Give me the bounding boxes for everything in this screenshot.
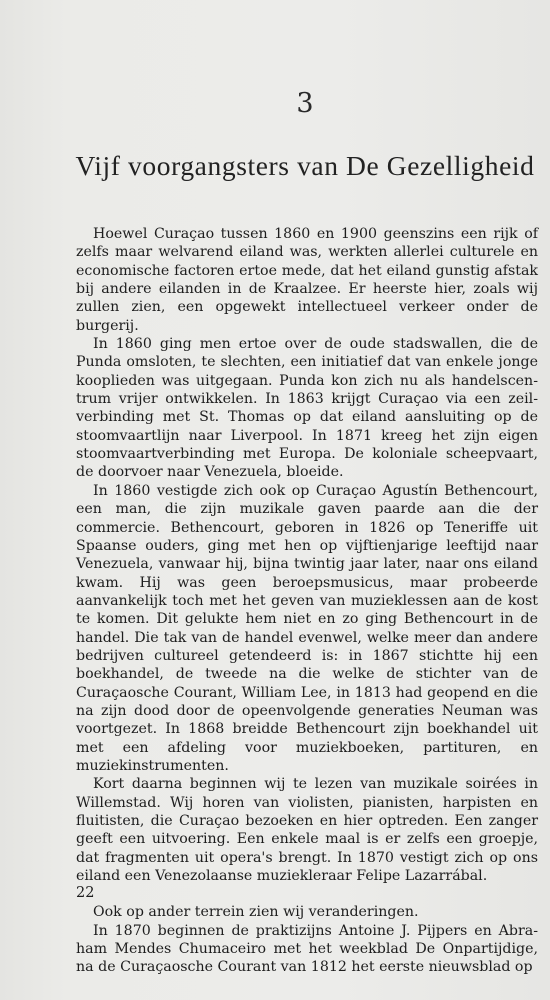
paragraph: In 1860 ging men ertoe over de oude stadswallen, die de Punda omsloten, te slechten, een initiatief dat van enkele jonge kooplieden was uitgegaan. Punda kon zich nu als handelscentrum vrijer ontwikkelen. In 1863 krijgt Curaçao via een zeilverbinding met St. Thomas op dat eiland aansluiting op de stoomvaartlijn naar Liverpool. In 1871 kreeg het zijn eigen stoomvaartverbinding met Europa. De koloniale scheepvaart, de doorvoer naar Venezuela, bloeide. — [76, 336, 538, 481]
chapter-title: Vijf voorgangsters van De Gezelligheid — [75, 150, 535, 181]
page-number: 22 — [76, 885, 95, 901]
paragraph: In 1860 vestigde zich ook op Curaçao Agustín Bethencourt, een man, die zijn muzikale gaven paarde aan die der commercie. Bethencourt, geboren in 1826 op Teneriffe uit Spaanse ouders, ging met hen op vijftienjarige leeftijd naar Venezuela, vanwaar hij, bijna twintig jaar later, naar ons eiland kwam. Hij was geen beroepsmusicus, maar probeerde aanvankelijk toch met het geven van muzieklessen aan de kost te komen. Dit gelukte hem niet en zo ging Bethencourt in de handel. Die tak van de handel evenwel, welke meer dan andere bedrijven cultureel getendeerd is: in 1867 stichtte hij een boekhandel, de tweede na die welke de stichter van de Curaçaosche Courant, William Lee, in 1813 had geopend en die na zijn dood door de opeenvolgende generaties Neuman was voortgezet. In 1868 breidde Bethencourt zijn boekhandel uit met een afdeling voor muziekboeken, partituren, en muziekinstrumenten. — [76, 482, 538, 774]
paragraph: Hoewel Curaçao tussen 1860 en 1900 geenszins een rijk of zelfs maar welvarend eiland was, werkten allerlei culturele en economische factoren ertoe mede, dat het eiland gunstig afstak bij andere eilanden in de Kraalzee. Er heerste hier, zoals wij zullen zien, een opgewekt intellectueel verkeer onder de burgerij. — [76, 226, 538, 334]
paragraph: In 1870 beginnen de praktizijns Antoine J. Pijpers en Abraham Mendes Chumaceiro met het weekblad De Onpartijdige, na de Curaçaosche Courant van 1812 het eerste nieuwsblad op — [76, 922, 538, 976]
paragraph: Ook op ander terrein zien wij veranderingen. — [93, 904, 419, 921]
chapter-number: 3 — [296, 88, 314, 119]
body-text — [76, 225, 538, 977]
paragraph: Kort daarna beginnen wij te lezen van muzikale soirées in Willemstad. Wij horen van violisten, pianisten, harpisten en fluitisten, die Curaçao bezoeken en hier optreden. Een zanger geeft een uitvoering. Een enkele maal is er zelfs een groepje, dat fragmenten uit opera's brengt. In 1870 vestigt zich op ons eiland een Venezolaanse muziekleraar Felipe Lazarrábal. — [76, 776, 538, 885]
section-break — [76, 885, 538, 903]
